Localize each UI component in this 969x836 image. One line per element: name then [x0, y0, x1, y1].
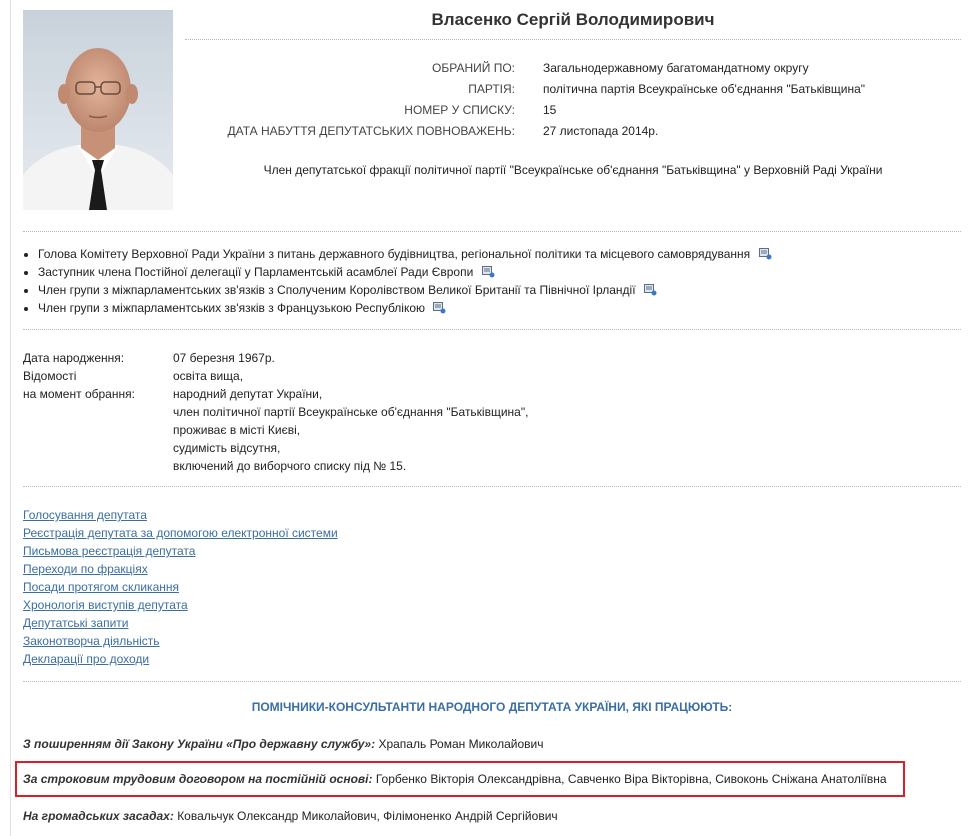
info-value: політична партія Всеукраїнське об'єднання "Батьківщина"	[543, 82, 866, 96]
duty-item	[38, 263, 772, 281]
deputy-name: Власенко Сергій Володимирович	[431, 10, 715, 29]
bio-line: проживає в місті Києві,	[173, 423, 301, 437]
assistants-names: Храпаль Роман Миколайович	[378, 737, 544, 751]
bio-line: включений до виборчого списку під № 15.	[173, 459, 407, 473]
bio-line: народний депутат України,	[173, 387, 323, 401]
info-value: 15	[543, 103, 557, 117]
assistants-category-label: За строковим трудовим договором на постійній основі:	[23, 772, 373, 786]
info-value: 27 листопада 2014р.	[543, 124, 659, 138]
document-icon[interactable]	[433, 301, 446, 319]
duty-item	[38, 245, 772, 263]
assistants-title: ПОМІЧНИКИ-КОНСУЛЬТАНТИ НАРОДНОГО ДЕПУТАТА УКРАЇНИ, ЯКІ ПРАЦЮЮТЬ:	[251, 700, 733, 714]
assistants-names: Горбенко Вікторія Олександрівна, Савченко Віра Вікторівна, Сивоконь Сніжана Анатоліївна	[375, 772, 887, 786]
divider	[23, 329, 961, 330]
info-mandate-date	[185, 124, 961, 142]
duty-text: Голова Комітету Верховної Ради України з питань державного будівництва, регіональної політики та місцевого самоврядування	[38, 247, 751, 261]
divider	[23, 486, 961, 487]
duty-text: Заступник члена Постійної делегації у Парламентській асамблеї Ради Європи	[38, 265, 474, 279]
duty-item	[38, 299, 772, 317]
link-faction-transfers[interactable]: Переходи по фракціях	[23, 562, 148, 576]
info-label-1: Відомості	[23, 369, 77, 383]
assistants-names: Ковальчук Олександр Миколайович, Філімоненко Андрій Сергійович	[177, 809, 558, 823]
left-border	[10, 0, 11, 836]
info-label: ПАРТІЯ:	[468, 82, 515, 96]
divider	[23, 231, 961, 232]
info-party	[185, 82, 961, 100]
divider	[185, 39, 961, 40]
deputy-links	[23, 506, 338, 668]
duty-item	[38, 281, 772, 299]
info-value: Загальнодержавному багатомандатному округу	[543, 61, 809, 75]
info-elected-by	[185, 61, 961, 79]
assistants-category-label: На громадських засадах:	[23, 809, 174, 823]
duty-text: Член групи з міжпарламентських зв'язків з Французькою Республікою	[38, 301, 426, 315]
document-icon[interactable]	[644, 283, 657, 301]
duties-list	[20, 245, 772, 317]
duty-text: Член групи з міжпарламентських зв'язків з Сполученим Королівством Великої Британії та Північної Ірландії	[38, 283, 636, 297]
link-inquiries[interactable]: Депутатські запити	[23, 616, 129, 630]
link-electronic-registration[interactable]: Реєстрація депутата за допомогою електронної системи	[23, 526, 338, 540]
assistants-civil-service	[23, 737, 543, 751]
link-speeches[interactable]: Хронологія виступів депутата	[23, 598, 188, 612]
deputy-photo	[23, 10, 173, 210]
document-icon[interactable]	[759, 247, 772, 265]
info-label: ОБРАНИЙ ПО:	[432, 61, 515, 75]
bio-line: судимість відсутня,	[173, 441, 281, 455]
divider	[23, 681, 961, 682]
faction-membership: Член депутатської фракції політичної партії "Всеукраїнське об'єднання "Батьківщина" у Верховній Раді України	[263, 163, 883, 177]
info-list-number	[185, 103, 961, 121]
link-income-declarations[interactable]: Декларації про доходи	[23, 652, 150, 666]
bio-line: освіта вища,	[173, 369, 244, 383]
link-legislative-activity[interactable]: Законотворча діяльність	[23, 634, 160, 648]
assistants-category-label: З поширенням дії Закону України «Про державну службу»:	[23, 737, 376, 751]
link-positions[interactable]: Посади протягом скликання	[23, 580, 179, 594]
birth-value: 07 березня 1967р.	[173, 351, 275, 365]
info-label-2: на момент обрання:	[23, 387, 135, 401]
assistants-contract	[23, 772, 887, 786]
link-written-registration[interactable]: Письмова реєстрація депутата	[23, 544, 196, 558]
link-voting[interactable]: Голосування депутата	[23, 508, 147, 522]
info-label: ДАТА НАБУТТЯ ДЕПУТАТСЬКИХ ПОВНОВАЖЕНЬ:	[227, 124, 515, 138]
bio-line: член політичної партії Всеукраїнське об'єднання "Батьківщина",	[173, 405, 529, 419]
info-label: НОМЕР У СПИСКУ:	[404, 103, 515, 117]
assistants-volunteer	[23, 809, 558, 823]
birth-label: Дата народження:	[23, 351, 125, 365]
